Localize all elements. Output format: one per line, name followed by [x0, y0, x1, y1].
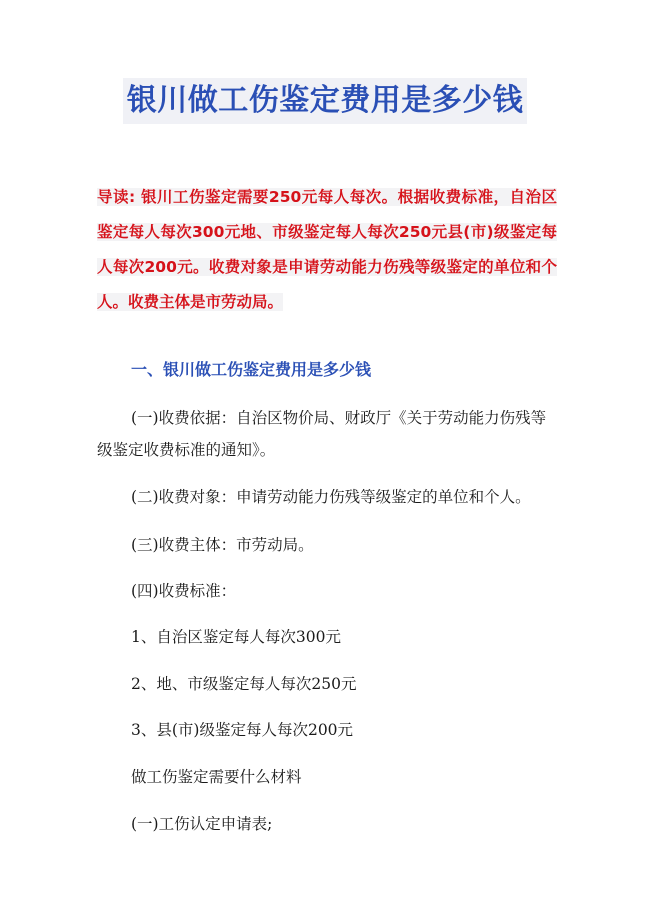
- fee-standard-item-3: 3、县(市)级鉴定每人每次200元: [131, 721, 354, 739]
- materials-heading: 做工伤鉴定需要什么材料: [131, 768, 302, 786]
- document-title: [0, 78, 650, 124]
- document-title-text: 银川做工伤鉴定费用是多少钱: [123, 78, 528, 124]
- fee-standard-label: (四)收费标准：: [131, 582, 237, 600]
- fee-basis-text: (一)收费依据：自治区物价局、财政厅《关于劳动能力伤残等级鉴定收费标准的通知》。: [97, 409, 547, 459]
- section-heading-fee: 一、银川做工伤鉴定费用是多少钱: [131, 360, 372, 379]
- intro-paragraph: [97, 180, 557, 320]
- fee-object-paragraph: (二)收费对象：申请劳动能力伤残等级鉴定的单位和个人。: [131, 488, 531, 506]
- fee-standard-item-2: 2、地、市级鉴定每人每次250元: [131, 675, 357, 693]
- materials-item-1: (一)工伤认定申请表;: [131, 815, 273, 833]
- fee-subject-paragraph: (三)收费主体：市劳动局。: [131, 536, 314, 554]
- intro-text: 导读: 银川工伤鉴定需要250元每人每次。根据收费标准，自治区鉴定每人每次300元地、市级鉴定每人每次250元县(市)级鉴定每人每次200元。收费对象是申请劳动能力伤残等级鉴定的单位和个人。收费主体是市劳动局。: [97, 188, 557, 311]
- fee-basis-paragraph: [97, 402, 557, 466]
- fee-standard-item-1: 1、自治区鉴定每人每次300元: [131, 628, 341, 646]
